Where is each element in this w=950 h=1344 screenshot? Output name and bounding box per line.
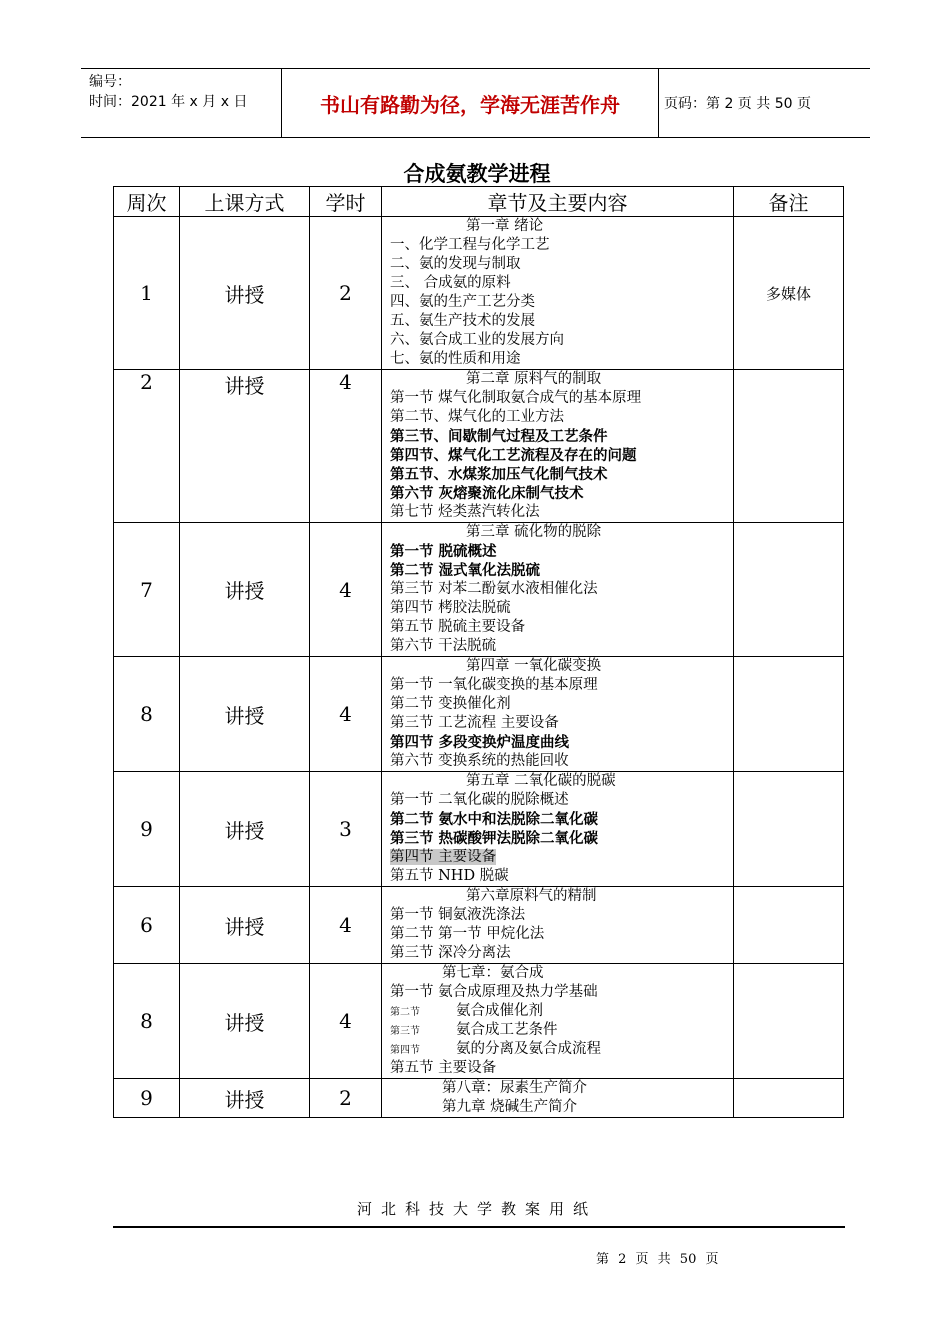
highlighted-section: 第四节 主要设备 (390, 849, 497, 865)
hours-cell: 4 (310, 887, 382, 964)
note-cell (734, 772, 844, 887)
content-line: 第六节 干法脱硫 (390, 638, 497, 654)
hours-cell: 3 (310, 772, 382, 887)
content-line: 第一节 二氧化碳的脱除概述 (390, 792, 569, 808)
section-number: 第三节 (390, 1026, 420, 1037)
footer-divider (113, 1226, 845, 1228)
week-cell: 7 (114, 523, 180, 657)
content-line: 三、 合成氨的原料 (390, 275, 511, 291)
content-line: 第三节 工艺流程 主要设备 (390, 715, 559, 731)
week-cell: 9 (114, 1079, 180, 1118)
table-row (114, 370, 844, 523)
column-header-note: 备注 (734, 187, 844, 217)
hours-cell: 4 (310, 657, 382, 772)
week-cell: 8 (114, 964, 180, 1079)
content-line: 第四节 多段变换炉温度曲线 (390, 734, 570, 751)
method-cell: 讲授 (180, 217, 310, 370)
note-cell (734, 370, 844, 523)
content-line: 第六节 灰熔聚流化床制气技术 (390, 485, 584, 502)
hours-cell: 2 (310, 217, 382, 370)
note-cell (734, 964, 844, 1079)
method-cell: 讲授 (180, 887, 310, 964)
hours-cell: 4 (310, 523, 382, 657)
column-header-hours: 学时 (310, 187, 382, 217)
table-row (114, 657, 844, 772)
content-line: 第一节 煤气化制取氨合成气的基本原理 (390, 390, 642, 406)
section-title: 氨的分离及氨合成流程 (456, 1041, 601, 1057)
content-cell (382, 772, 734, 887)
week-cell: 2 (114, 370, 180, 523)
content-line: 六、氨合成工业的发展方向 (390, 332, 564, 348)
note-cell (734, 887, 844, 964)
header-motto: 书山有路勤为径，学海无涯苦作舟 (281, 69, 659, 137)
note-cell (734, 657, 844, 772)
content-line: 第四节、煤气化工艺流程及存在的问题 (390, 447, 637, 464)
content-line: 五、氨生产技术的发展 (390, 313, 535, 329)
content-line: 第三章 硫化物的脱除 (466, 524, 602, 540)
content-line: 一、化学工程与化学工艺 (390, 237, 550, 253)
section-number: 第二节 (390, 1007, 420, 1018)
hours-cell: 4 (310, 370, 382, 523)
schedule-table (113, 186, 844, 1118)
header-page-label: 页码：第 2 页 共 50 页 (664, 96, 811, 112)
content-line: 第三节 深冷分离法 (390, 945, 511, 961)
footer-paper-title: 河北科技大学教案用纸 (356, 1200, 597, 1218)
content-line: 第九章 烧碱生产简介 (442, 1099, 578, 1115)
week-cell: 9 (114, 772, 180, 887)
content-line: 第六章原料气的精制 (466, 888, 597, 904)
section-title: 氨合成工艺条件 (456, 1022, 558, 1038)
content-line: 第一章 绪论 (466, 218, 544, 234)
content-cell (382, 523, 734, 657)
table-row (114, 1079, 844, 1118)
method-cell: 讲授 (180, 370, 310, 523)
content-line (382, 1040, 733, 1059)
method-cell: 讲授 (180, 657, 310, 772)
content-line (382, 1021, 733, 1040)
content-line: 第二节 氨水中和法脱除二氧化碳 (390, 811, 599, 828)
content-line: 第二节 第一节 甲烷化法 (390, 926, 545, 942)
footer-page-number: 第 2 页 共 50 页 (596, 1252, 719, 1267)
content-cell (382, 657, 734, 772)
column-header-content: 章节及主要内容 (382, 187, 734, 217)
content-line: 七、氨的性质和用途 (390, 351, 521, 367)
document-title: 合成氨教学进程 (403, 161, 551, 186)
content-line: 四、氨的生产工艺分类 (390, 294, 535, 310)
content-cell (382, 964, 734, 1079)
table-row (114, 887, 844, 964)
column-header-method: 上课方式 (180, 187, 310, 217)
content-line: 第一节 一氧化碳变换的基本原理 (390, 677, 598, 693)
method-cell: 讲授 (180, 964, 310, 1079)
hours-cell: 2 (310, 1079, 382, 1118)
hours-cell: 4 (310, 964, 382, 1079)
content-line: 第三节 对苯二酚氨水液相催化法 (390, 581, 598, 597)
content-line: 第三节、间歇制气过程及工艺条件 (390, 428, 608, 445)
table-row (114, 523, 844, 657)
content-line: 第八章：尿素生产简介 (442, 1080, 587, 1096)
content-cell (382, 370, 734, 523)
content-line: 第三节 热碳酸钾法脱除二氧化碳 (390, 830, 599, 847)
content-line: 第二章 原料气的制取 (466, 371, 602, 387)
table-row (114, 217, 844, 370)
content-line: 第四节 栲胶法脱硫 (390, 600, 511, 616)
content-line: 第二节、煤气化的工业方法 (390, 409, 564, 425)
header-meta (81, 69, 281, 137)
content-line: 第五节 脱硫主要设备 (390, 619, 526, 635)
content-line: 第一节 氨合成原理及热力学基础 (390, 984, 598, 1000)
week-cell: 8 (114, 657, 180, 772)
method-cell: 讲授 (180, 772, 310, 887)
number-label: 编号： (89, 74, 131, 90)
week-cell: 1 (114, 217, 180, 370)
column-header-week: 周次 (114, 187, 180, 217)
content-line: 第二节 湿式氧化法脱硫 (390, 562, 541, 579)
method-cell: 讲授 (180, 523, 310, 657)
content-line: 第五节 主要设备 (390, 1060, 497, 1076)
content-line: 二、氨的发现与制取 (390, 256, 521, 272)
content-line: 第六节 变换系统的热能回收 (390, 753, 569, 769)
content-line (382, 1002, 733, 1021)
content-line: 第四章 一氧化碳变换 (466, 658, 602, 674)
note-cell (734, 1079, 844, 1118)
note-cell (734, 523, 844, 657)
content-cell (382, 217, 734, 370)
table-row (114, 964, 844, 1079)
time-label: 时间：2021 年 x 月 x 日 (89, 94, 248, 110)
content-line: 第一节 铜氨液洗涤法 (390, 907, 526, 923)
content-line (382, 848, 733, 867)
content-cell (382, 1079, 734, 1118)
content-line: 第二节 变换催化剂 (390, 696, 511, 712)
note-cell: 多媒体 (734, 217, 844, 370)
content-cell (382, 887, 734, 964)
week-cell: 6 (114, 887, 180, 964)
method-cell: 讲授 (180, 1079, 310, 1118)
section-title: 氨合成催化剂 (456, 1003, 543, 1019)
content-line: 第七章：氨合成 (442, 965, 544, 981)
content-line: 第一节 脱硫概述 (390, 543, 497, 560)
table-header-row (114, 187, 844, 217)
section-number: 第四节 (390, 1045, 420, 1056)
table-row (114, 772, 844, 887)
content-line: 第五节 NHD 脱碳 (390, 868, 509, 884)
document-header (81, 68, 870, 138)
content-line: 第五节、水煤浆加压气化制气技术 (390, 466, 608, 483)
content-line: 第七节 烃类蒸汽转化法 (390, 504, 540, 520)
content-line: 第五章 二氧化碳的脱碳 (466, 773, 616, 789)
